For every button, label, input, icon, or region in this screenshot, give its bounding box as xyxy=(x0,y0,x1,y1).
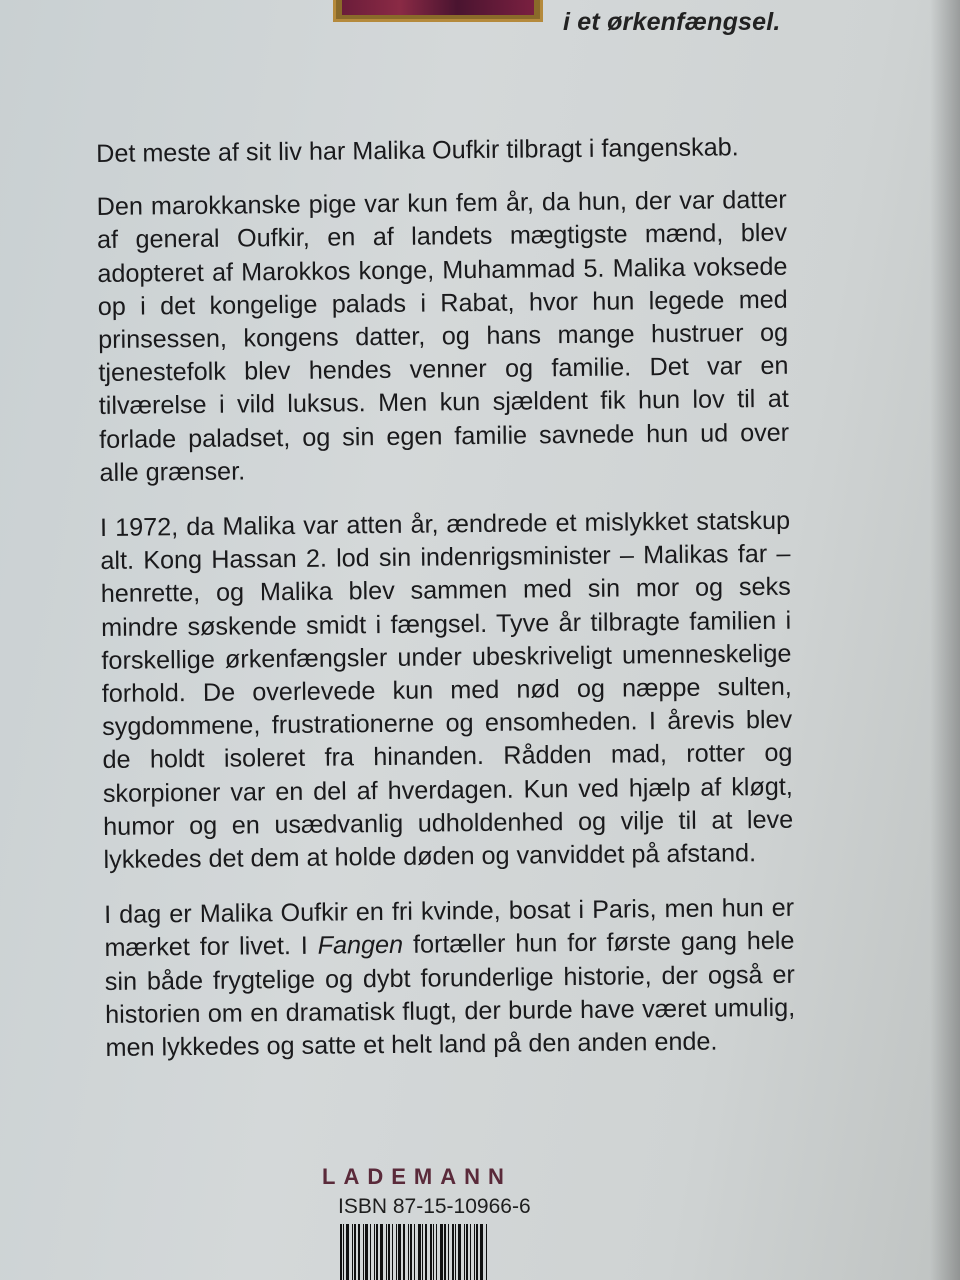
blurb-text xyxy=(96,131,796,1087)
barcode-bar xyxy=(466,1224,468,1280)
page-shadow xyxy=(930,0,960,1280)
barcode-bar xyxy=(444,1224,446,1280)
barcode-bar xyxy=(440,1224,443,1280)
blurb-paragraph-1: Det meste af sit liv har Malika Oufkir tilbragt i fangenskab. xyxy=(96,133,739,168)
barcode-bar xyxy=(430,1224,432,1280)
publisher-logo: LADEMANN xyxy=(322,1164,512,1189)
barcode-bar xyxy=(358,1224,360,1280)
blurb-p4-start: I dag er Malika Oufkir en fri kvinde, bosat i Paris, men hun er mærket for livet. I xyxy=(103,893,795,963)
barcode-bar xyxy=(386,1224,387,1280)
barcode-bar xyxy=(464,1224,465,1280)
barcode-bar xyxy=(455,1224,456,1280)
barcode-bar xyxy=(422,1224,423,1280)
barcode xyxy=(340,1224,545,1280)
barcode-bar xyxy=(363,1224,364,1280)
barcode-bar xyxy=(476,1224,478,1280)
barcode-bar xyxy=(388,1224,390,1280)
barcode-bar xyxy=(370,1224,371,1280)
barcode-bar xyxy=(418,1224,421,1280)
cover-photo-edge xyxy=(333,0,543,22)
barcode-bar xyxy=(346,1224,349,1280)
blurb-p4-end: fortæller hun for første gang hele sin både frygtelige og dybt forunderlige historie, der også er historien om en dramatisk flugt, der burde have været umulig, men lykkedes og satte et helt land på den anden ende. xyxy=(104,927,796,1063)
barcode-bar xyxy=(470,1224,471,1280)
barcode-bar xyxy=(436,1224,437,1280)
barcode-bar xyxy=(403,1224,405,1280)
barcode-bar xyxy=(433,1224,434,1280)
barcode-bar xyxy=(486,1224,487,1280)
blurb-paragraph-2: Den marokkanske pige var kun fem år, da hun, der var datter af general Oufkir, en af landets mægtigste mænd, blev adopteret af Marokkos konge, Muhammad 5. Malika voksede op i det kongelige palads i Rabat, hvor hun legede med prinsessen, kongens datter, og hans mange hustruer og tjenestefolk blev hendes venner og familie. Det var en tilværelse i vild luksus. Men kun sjældent fik hun lov til at forlade paladset, og sin egen familie savnede hun ud over alle grænser. xyxy=(96,185,790,487)
barcode-bar xyxy=(392,1224,393,1280)
cover-subtitle: i et ørkenfængsel. xyxy=(563,8,781,36)
barcode-bar xyxy=(425,1224,427,1280)
barcode-bar xyxy=(474,1224,475,1280)
barcode-bar xyxy=(414,1224,415,1280)
barcode-bar xyxy=(396,1224,397,1280)
barcode-bar xyxy=(340,1224,342,1280)
isbn-number: ISBN 87-15-10966-6 xyxy=(338,1195,531,1218)
barcode-bar xyxy=(376,1224,378,1280)
barcode-bar xyxy=(408,1224,409,1280)
barcode-bar xyxy=(352,1224,353,1280)
barcode-bar xyxy=(365,1224,368,1280)
blurb-paragraph-4 xyxy=(104,892,796,1065)
blurb-paragraph-3: I 1972, da Malika var atten år, ændrede et mislykket statskup alt. Kong Hassan 2. lod sin indenrigsminister – Malikas far – henrette, og Malika blev sammen med sin mor og seks mindre søskende smidt i fængsel. Tyve år tilbragte familien i forskellige ørkenfængsler under ubeskriveligt umenneskelige forhold. De overlevede kun med nød og næppe sulten, sygdommene, frustrationerne og ensomheden. I årevis blev de holdt isoleret fra hinanden. Rådden mad, rotter og skorpioner var en del af hverdagen. Kun ved hjælp af kløgt, humor og en usædvanlig udholdenhed og vilje til at leve lykkedes det dem at holde døden og vanviddet på afstand. xyxy=(99,506,794,875)
barcode-bar xyxy=(480,1224,483,1280)
barcode-bar xyxy=(343,1224,344,1280)
barcode-bar xyxy=(398,1224,401,1280)
book-title-italic: Fangen xyxy=(317,931,404,961)
barcode-bar xyxy=(448,1224,449,1280)
barcode-bar xyxy=(410,1224,412,1280)
barcode-bar xyxy=(452,1224,454,1280)
barcode-bar xyxy=(458,1224,461,1280)
barcode-bar xyxy=(380,1224,383,1280)
barcode-bar xyxy=(374,1224,375,1280)
barcode-bar xyxy=(354,1224,356,1280)
